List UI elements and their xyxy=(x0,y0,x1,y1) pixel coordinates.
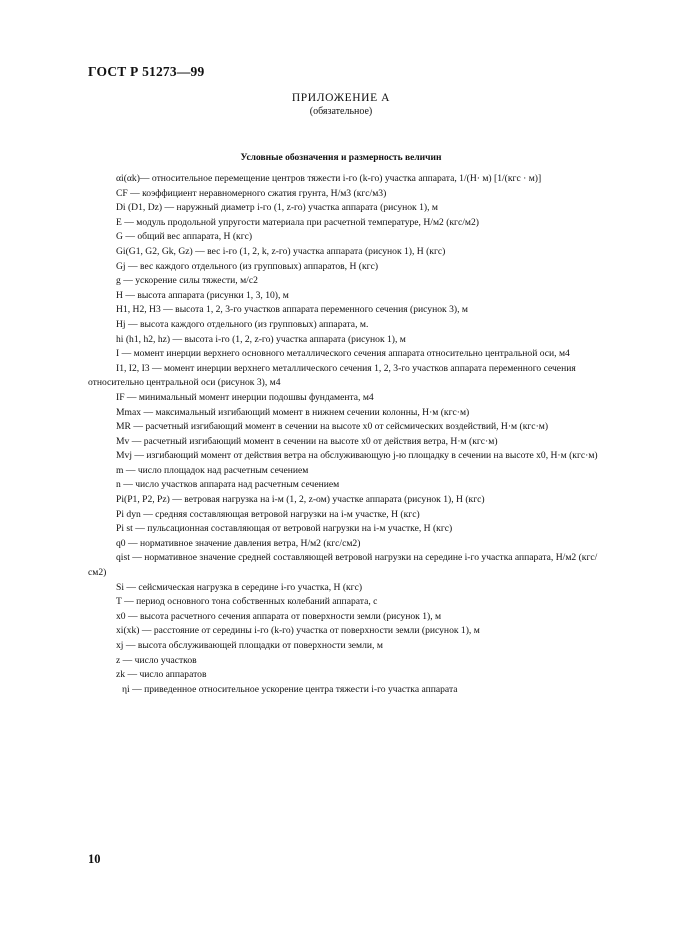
definition-item: Gi(G1, G2, Gk, Gz) — вес i-го (1, 2, k, z-го) участка аппарата (рисунок 1), Н (кгс) xyxy=(116,245,446,257)
appendix-title: ПРИЛОЖЕНИЕ А xyxy=(291,92,391,104)
definition-item: IF — минимальный момент инерции подошвы фундамента, м4 xyxy=(116,391,374,403)
document-header: ГОСТ Р 51273—99 xyxy=(88,64,205,79)
definition-item: Pi dyn — средняя составляющая ветровой нагрузки на i-м участке, Н (кгс) xyxy=(116,508,420,520)
definition-item: T — период основного тона собственных колебаний аппарата, с xyxy=(116,596,378,608)
definition-item: CF — коэффициент неравномерного сжатия грунта, Н/м3 (кгс/м3) xyxy=(116,187,387,199)
definition-item: H1, H2, H3 — высота 1, 2, 3-го участков аппарата переменного сечения (рисунок 3), м xyxy=(116,304,468,316)
definition-item: Pi(P1, P2, Pz) — ветровая нагрузка на i-м (1, 2, z-ом) участке аппарата (рисунок 1), Н (кгс) xyxy=(116,494,485,506)
definition-item: xi(xk) — расстояние от середины i-го (k-го) участка от поверхности земли (рисунок 1), м xyxy=(116,625,480,637)
definition-item: Mmax — максимальный изгибающий момент в нижнем сечении колонны, Н·м (кгс·м) xyxy=(116,406,470,418)
definition-item: ηi — приведенное относительное ускорение центра тяжести i-го участка аппарата xyxy=(122,683,458,695)
definition-item: Pi st — пульсационная составляющая от ветровой нагрузки на i-м участке, Н (кгс) xyxy=(116,523,453,535)
definition-item: z — число участков xyxy=(116,654,197,666)
definition-item: Si — сейсмическая нагрузка в середине i-го участка, Н (кгс) xyxy=(116,581,363,593)
definition-item: x0 — высота расчетного сечения аппарата от поверхности земли (рисунок 1), м xyxy=(116,610,442,622)
appendix-status: (обязательное) xyxy=(309,106,373,117)
definition-item: qist — нормативное значение средней составляющей ветровой нагрузки на середине i-го участка аппарата, Н/м2 (кгс/см2) xyxy=(88,552,598,579)
definition-item: q0 — нормативное значение давления ветра, Н/м2 (кгс/см2) xyxy=(116,537,361,549)
definition-item: m — число площадок над расчетным сечением xyxy=(116,464,309,476)
definition-item: I1, I2, I3 — момент инерции верхнего металлического сечения 1, 2, 3-го участков аппарата переменного сечения относительно центральной оси (рисунок 3), м4 xyxy=(88,362,576,389)
page-number: 10 xyxy=(88,852,101,866)
definition-item: zk — число аппаратов xyxy=(116,669,207,681)
definition-item: G — общий вес аппарата, Н (кгс) xyxy=(116,231,253,243)
definition-item: I — момент инерции верхнего основного металлического сечения аппарата относительно центральной оси, м4 xyxy=(116,348,570,360)
definition-item: Gj — вес каждого отдельного (из групповых) аппаратов, Н (кгс) xyxy=(116,260,379,272)
definition-item: αi(αk)— относительное перемещение центров тяжести i-го (k-го) участка аппарата, 1/(H· м) [1/(кгс · м)] xyxy=(116,173,542,184)
definition-item: hi (h1, h2, hz) — высота i-го (1, 2, z-го) участка аппарата (рисунок 1), м xyxy=(116,333,406,345)
definition-item: Hj — высота каждого отдельного (из групповых) аппарата, м. xyxy=(116,318,369,330)
definition-item: n — число участков аппарата над расчетным сечением xyxy=(116,479,340,491)
section-title: Условные обозначения и размерность величин xyxy=(240,153,442,163)
definition-item: Di (D1, Dz) — наружный диаметр i-го (1, z-го) участка аппарата (рисунок 1), м xyxy=(116,202,438,214)
definition-item: H — высота аппарата (рисунки 1, 3, 10), м xyxy=(116,289,289,301)
definition-item: g — ускорение силы тяжести, м/с2 xyxy=(116,275,258,287)
definition-item: Mvj — изгибающий момент от действия ветра на обслуживающую j-ю площадку в сечении на высоте x0, Н·м (кгс·м) xyxy=(116,450,598,462)
definition-item: Mv — расчетный изгибающий момент в сечении на высоте x0 от действия ветра, Н·м (кгс·м) xyxy=(116,435,498,447)
definition-item: MR — расчетный изгибающий момент в сечении на высоте x0 от сейсмических воздействий, Н·м (кгс·м) xyxy=(116,421,549,433)
definition-item: xj — высота обслуживающей площадки от поверхности земли, м xyxy=(116,640,383,651)
definitions-list xyxy=(88,172,608,697)
definition-item: E — модуль продольной упругости материала при расчетной температуре, Н/м2 (кгс/м2) xyxy=(116,216,479,228)
